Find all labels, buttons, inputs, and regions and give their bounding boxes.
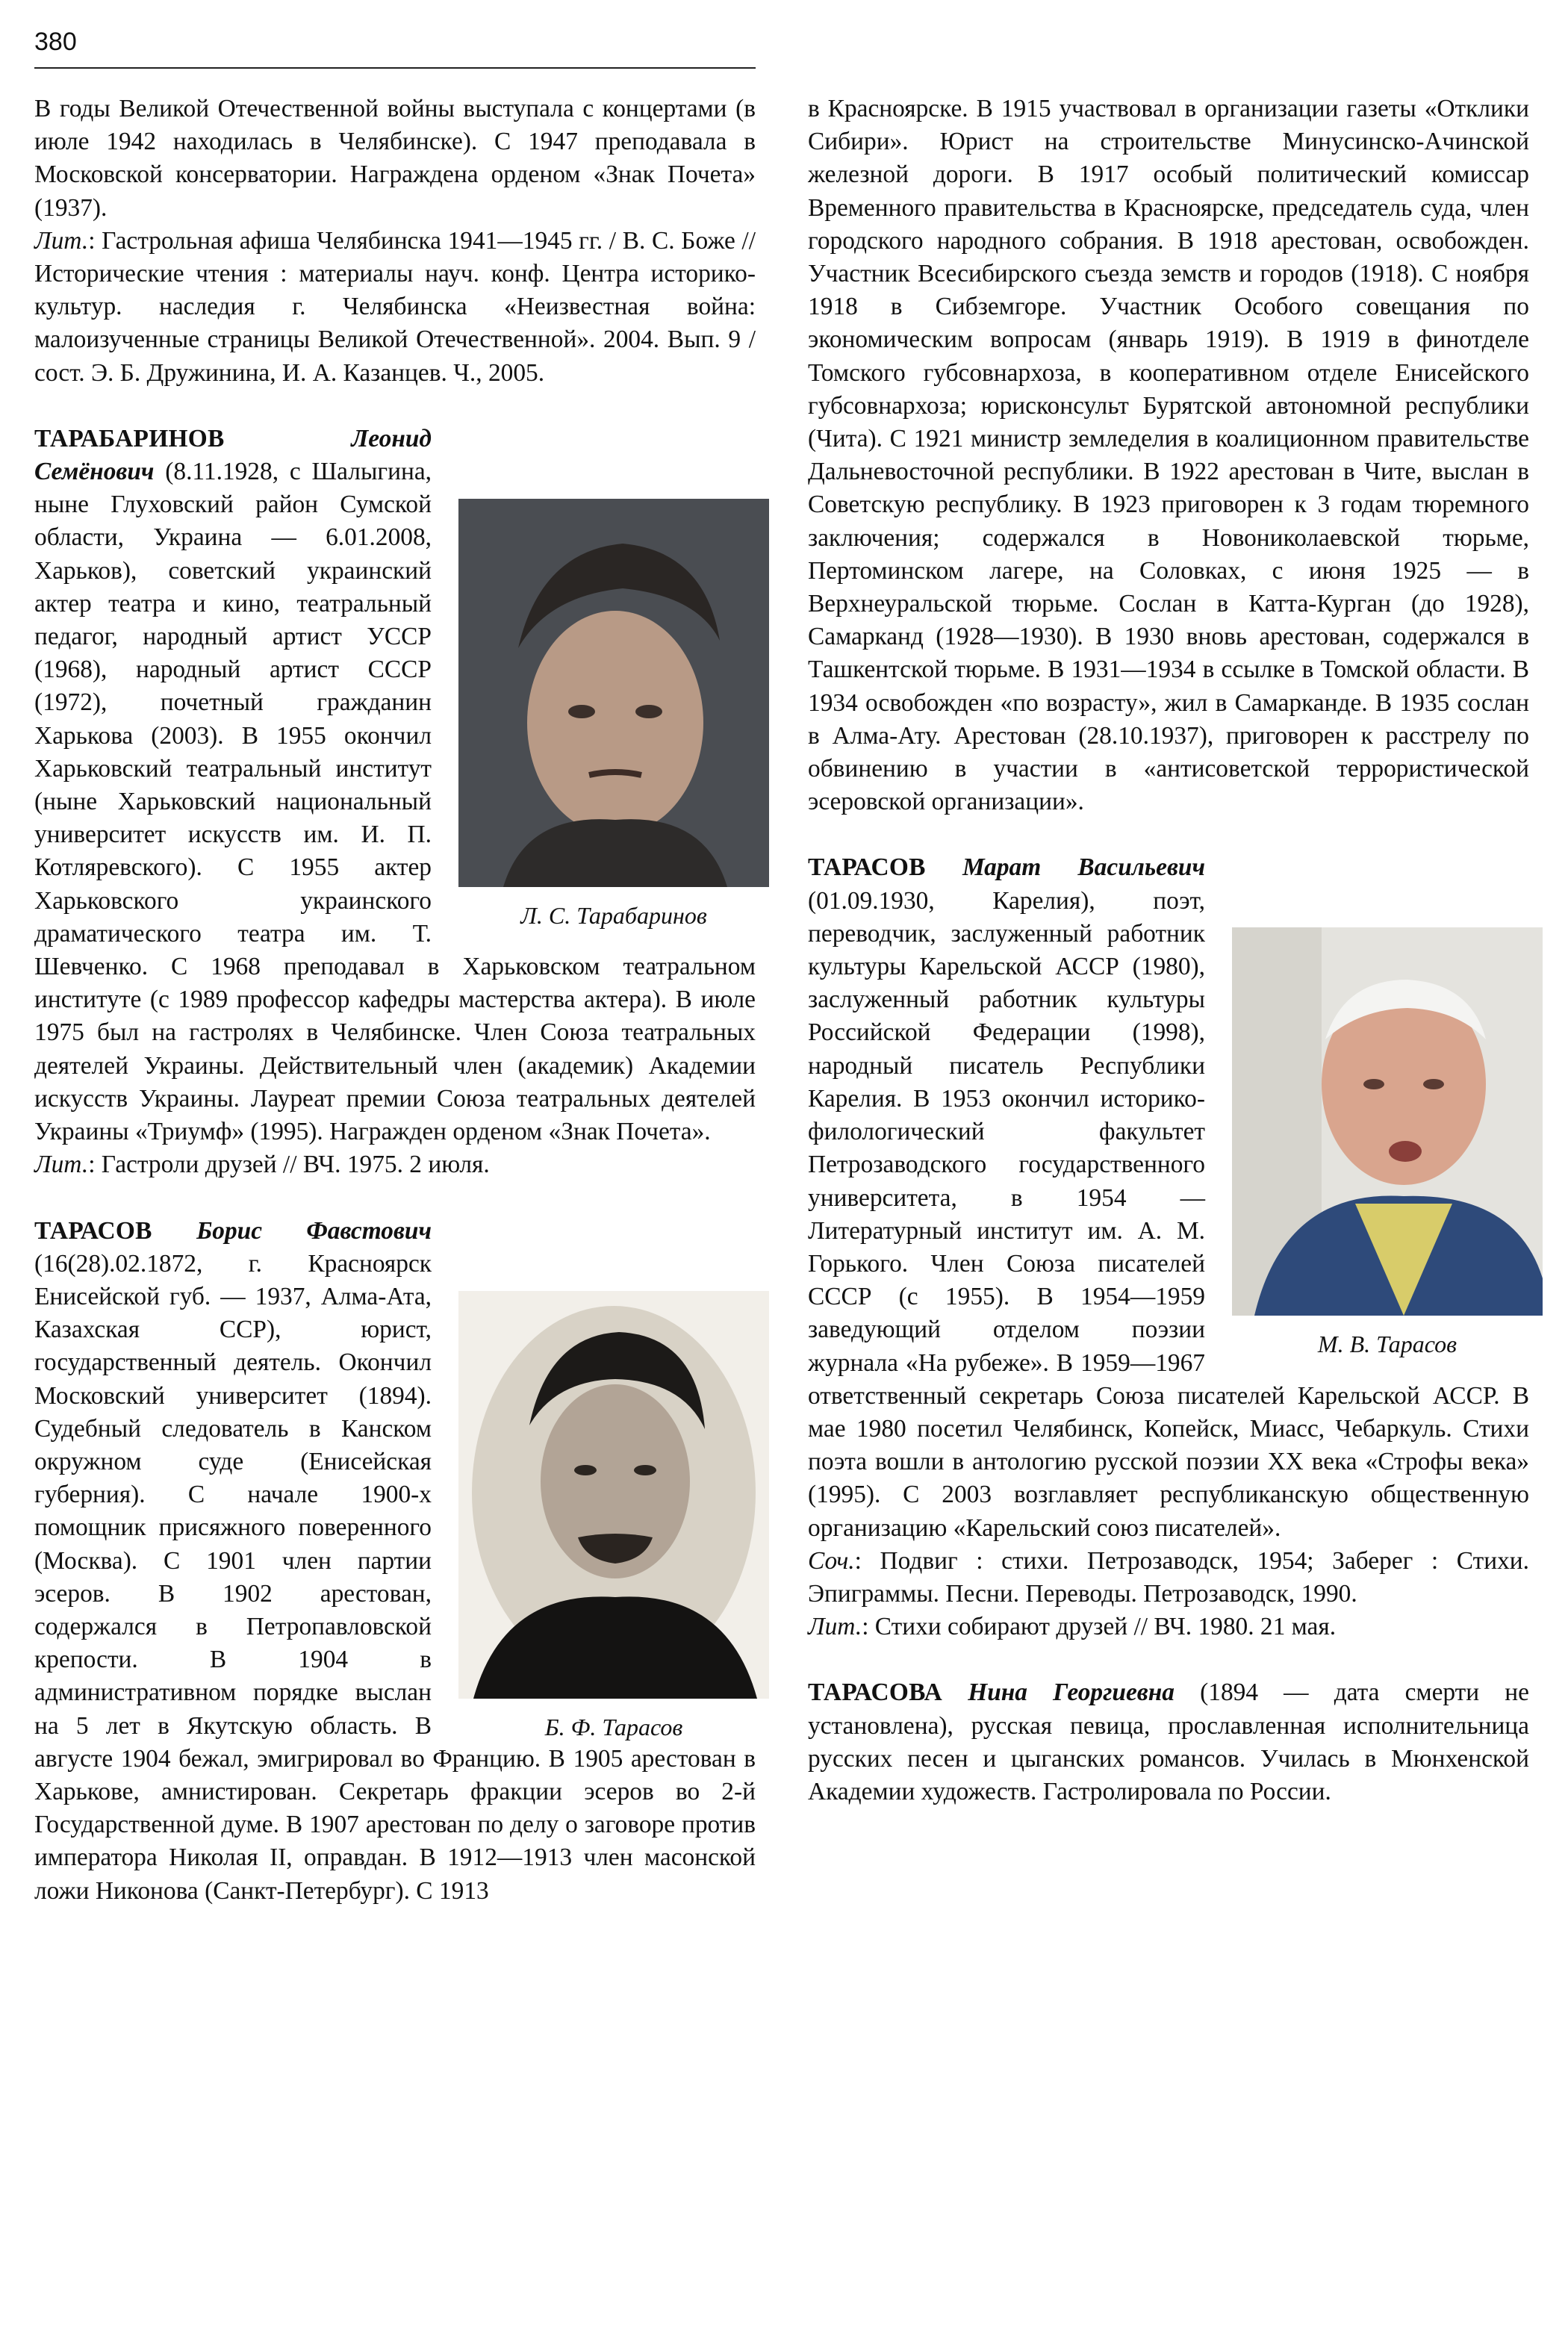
entry-surname: ТАРАБАРИНОВ bbox=[34, 424, 225, 452]
entry-tarasov-boris: ТАРАСОВ Борис Фавстович (16(28).02.1872, г. Красноярск Енисейской губ. — 1937, Алма-Ата, Казахская ССР), юрист, государственный деятель. Окончил Московский университет (1894). Судебный следователь в Канском окружном суде (Енисейская губерния). С начале 1900-х помощник присяжного поверенного (Москва). С 1901 член партии эсеров. В 1902 арестован, содержался в Петропавловской крепости. В 1904 в административном порядке выслан на 5 лет в Якутскую область. В августе 1904 бежал, эмигрировал во Францию. В 1905 арестован в Харькове, амнистирован. Секретарь фракции эсеров во 2-й Государственной думе. В 1907 арестован по делу о заговоре против императора Николая II, оправдан. В 1912—1913 член масонской ложи Никонова (Санкт-Петербург). С 1913 bbox=[34, 1216, 756, 1905]
entry-surname: ТАРАСОВА bbox=[808, 1679, 943, 1707]
entry-tarasov-marat: ТАРАСОВ Марат Васильевич (01.09.1930, Карелия), поэт, переводчик, заслуженный работник культуры Карельской АССР (1980), заслуженный работник культуры Российской Федерации (1998), народный писатель Республики Карелия. В 1953 окончил историко-филологический факультет Петрозаводского государственного университета, в 1954 — Литературный институт им. А. М. Горького. Член Союза писателей СССР (с 1955). В 1954—1959 заведующий отделом поэзии журнала «На рубеже». В 1959—1967 ответственный секретарь Союза писателей Карельской АССР. В мае 1980 посетил Челябинск, Копейск, Миасс, Чебаркуль. Стихи поэта вошли в антологию русской поэзии XX века «Строфы века» (1995). С 2003 возглавляет республиканскую общественную организацию «Карельский союз писателей». bbox=[808, 853, 1529, 1542]
lit-label: Лит. bbox=[34, 1151, 89, 1179]
works-label: Соч. bbox=[808, 1546, 855, 1575]
lit-label: Лит. bbox=[808, 1613, 862, 1641]
entry-tarasov-boris-continued: в Красноярске. В 1915 участвовал в организации газеты «Отклики Сибири». Юрист на строительстве Минусинско-Ачинской железной дороги. В 1917 особый политический комиссар Временного правительства в Красноярске, председатель суда, член городского народного собрания. В 1918 арестован, освобожден. Участник Всесибирского съезда земств и городов (1918). С ноября 1918 в Сибземгоре. Участник Особого совещания по экономическим вопросам (январь 1919). В 1919 в финотделе Томского губсовнархоза, в кооперативном отделе Енисейского губсовнархоза; юрисконсульт Бурятской автономной республики (Чита). С 1921 министр земледелия в коалиционном правительстве Дальневосточной республики. В 1922 арестован в Чите, выслан в Советскую республику. В 1923 приговорен к 3 годам тюремного заключения; содержался в Новониколаевской тюрьме, Пертоминском лагере, на Соловках, с июня 1925 — в Верхнеуральской тюрьме. Сослан в Катта-Курган (до 1928), Самарканд (1928—1930). В 1930 вновь арестован, содержался в Ташкентской тюрьме. В 1931—1934 в ссылке в Томской области. В 1934 освобожден «по возрасту», жил в Самарканде. В 1935 сослан в Алма-Ату. Арестован (28.10.1937), приговорен к расстрелу по обвинению в участии в «антисоветской террористической эсеровской организации». bbox=[808, 95, 1529, 816]
intro-paragraph: В годы Великой Отечественной войны выступала с концертами (в июле 1942 находилась в Челябинске). С 1947 преподавала в Московской консерватории. Награждена орденом «Знак Почета» (1937). bbox=[34, 95, 756, 222]
page-number: 380 bbox=[34, 28, 77, 56]
header-rule bbox=[34, 67, 756, 69]
entry-given-name: Марат Васильевич bbox=[925, 853, 1205, 882]
portrait-tarasov-boris bbox=[458, 1291, 769, 1699]
intro-literature: Лит.: Гастрольная афиша Челябинска 1941—1945 гг. / В. С. Боже // Исторические чтения : материалы науч. конф. Центра историко-культур. наследия г. Челябинска «Неизвестная война: малоизученные страницы Великой Отечественной». 2004. Вып. 9 / сост. Э. Б. Дружинина, И. А. Казанцев. Ч., 2005. bbox=[34, 226, 756, 387]
entry-given-name: Леонид Семёнович bbox=[34, 424, 432, 486]
photo-caption: М. В. Тарасов bbox=[1317, 1331, 1457, 1358]
entry-given-name: Нина Георгиевна bbox=[942, 1679, 1175, 1707]
entry-tarasova-nina: ТАРАСОВА Нина Георгиевна (1894 — дата смерти не установлена), русская певица, прославленная исполнительница русских песен и цыганских романсов. Училась в Мюнхенской Академии художеств. Гастролировала по России. bbox=[808, 1679, 1529, 1805]
photo-tarasov-marat-block bbox=[1232, 927, 1543, 1359]
entry-tarasov-marat-literature: Лит.: Стихи собирают друзей // ВЧ. 1980. 21 мая. bbox=[808, 1613, 1337, 1641]
photo-caption: Б. Ф. Тарасов bbox=[544, 1713, 683, 1740]
portrait-tarabarinov bbox=[458, 499, 769, 887]
lit-label: Лит. bbox=[34, 226, 89, 255]
photo-caption: Л. С. Тарабаринов bbox=[520, 901, 707, 929]
portrait-tarasov-marat bbox=[1232, 927, 1543, 1316]
entry-surname: ТАРАСОВ bbox=[808, 853, 926, 882]
entry-given-name: Борис Фавстович bbox=[152, 1216, 432, 1245]
photo-tarasov-boris-block bbox=[458, 1291, 769, 1742]
photo-tarabarinov-block bbox=[458, 499, 769, 930]
entry-surname: ТАРАСОВ bbox=[34, 1216, 152, 1245]
entry-tarabarinov-literature: Лит.: Гастроли друзей // ВЧ. 1975. 2 июля. bbox=[34, 1151, 490, 1179]
entry-tarabarinov: ТАРАБАРИНОВ Леонид Семёнович (8.11.1928, с Шалыгина, ныне Глуховский район Сумской области, Украина — 6.01.2008, Харьков), советский украинский актер театра и кино, театральный педагог, народный артист УССР (1968), народный артист СССР (1972), почетный гражданин Харькова (2003). В 1955 окончил Харьковский театральный институт (ныне Харьковский национальный университет искусств им. И. П. Котляревского). С 1955 актер Харьковского украинского драматического театра им. Т. Шевченко. С 1968 преподавал в Харьковском театральном институте (с 1989 профессор кафедры мастерства актера). В июле 1975 был на гастролях в Челябинске. Член Союза театральных деятелей Украины. Действительный член (академик) Академии искусств Украины. Лауреат премии Союза театральных деятелей Украины «Триумф» (1995). Награжден орденом «Знак Почета». bbox=[34, 424, 756, 1146]
entry-tarasov-marat-works: Соч.: Подвиг : стихи. Петрозаводск, 1954; Заберег : Стихи. Эпиграммы. Песни. Переводы. Петрозаводск, 1990. bbox=[808, 1546, 1529, 1608]
